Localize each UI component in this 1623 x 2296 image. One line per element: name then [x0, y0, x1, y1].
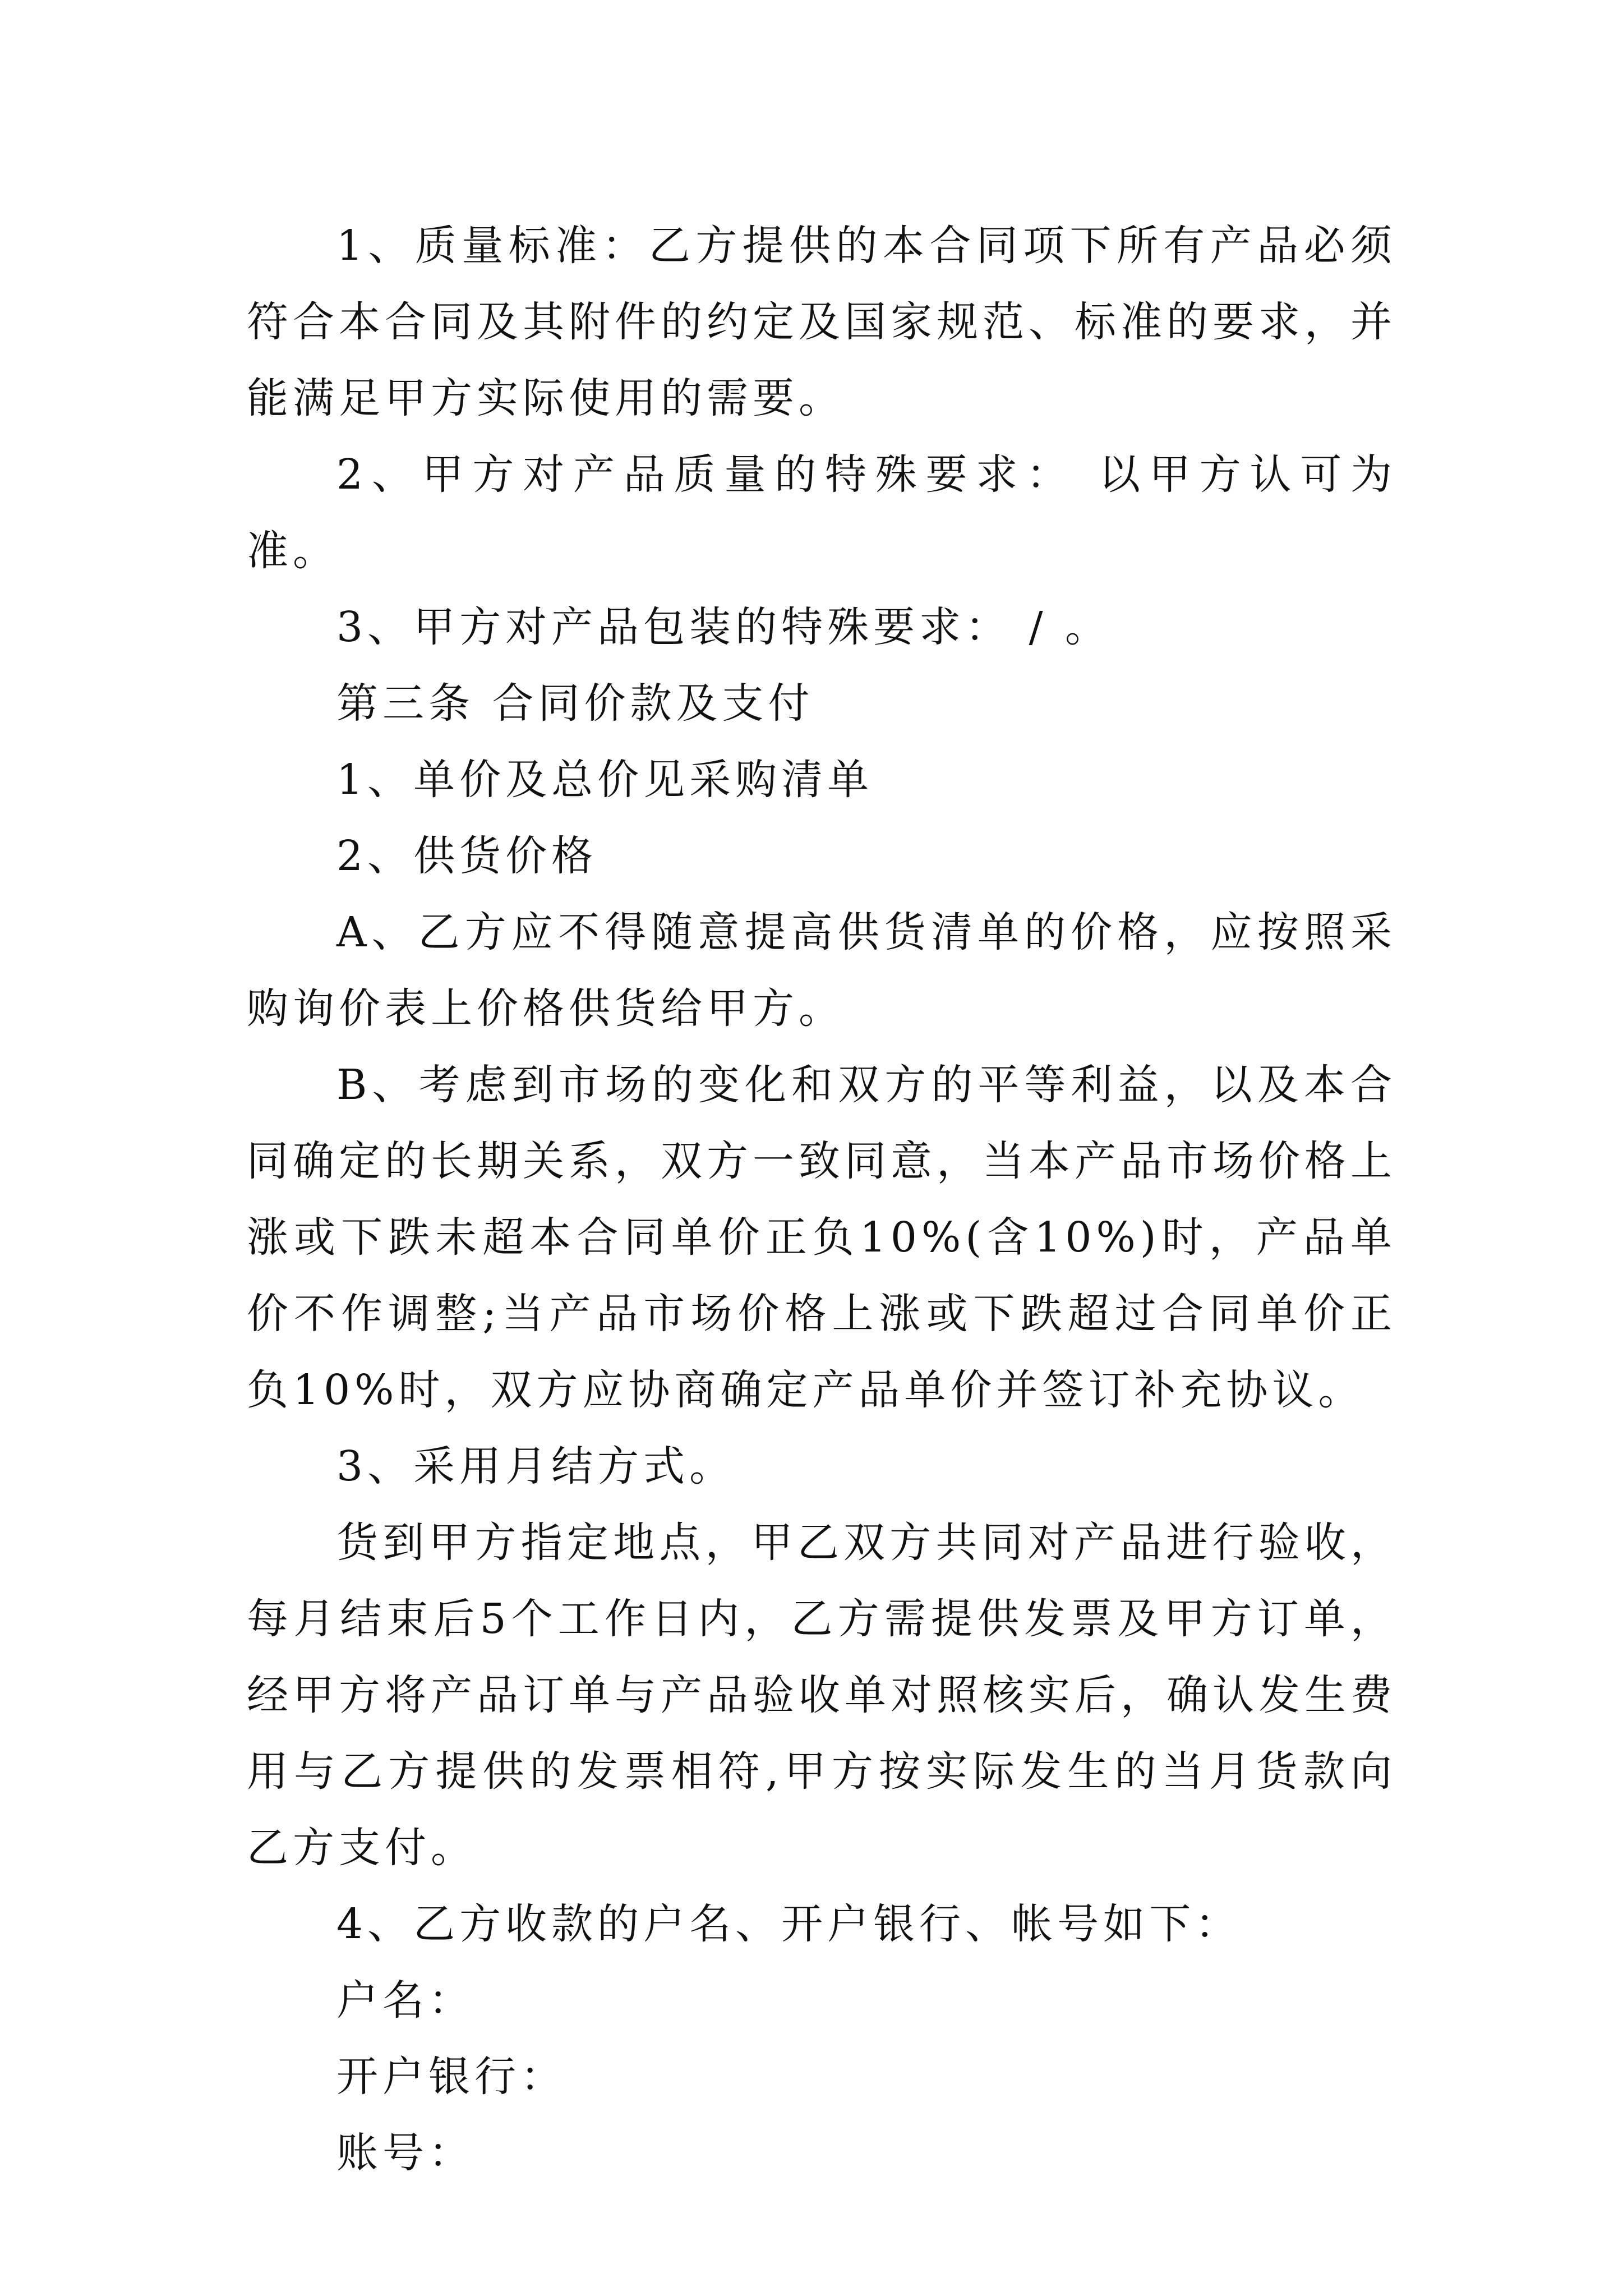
- paragraph-bank-info-heading: 4、乙方收款的户名、开户银行、帐号如下：: [336, 1900, 1242, 1948]
- paragraph-supply-price: 2、供货价格: [336, 832, 598, 880]
- paragraph-monthly-settlement: 3、采用月结方式。: [336, 1442, 736, 1490]
- paragraph-packaging-special-requirement: 3、甲方对产品包装的特殊要求： / 。: [336, 603, 1112, 651]
- field-bank-name: 开户银行：: [336, 2053, 566, 2101]
- paragraph-quality-special-requirement: 2、甲方对产品质量的特殊要求： 以甲方认可为准。: [247, 450, 1396, 575]
- paragraph-delivery-acceptance: 货到甲方指定地点，甲乙双方共同对产品进行验收，每月结束后5个工作日内，乙方需提供发票及甲方订单，经甲方将产品订单与产品验收单对照核实后，确认发生费用与乙方提供的发票相符,甲方按实际发生的当月货款向乙方支付。: [247, 1519, 1396, 1872]
- document-body: [247, 208, 1396, 2191]
- paragraph-unit-price: 1、单价及总价见采购清单: [336, 756, 874, 804]
- section-heading-article-three: 第三条 合同价款及支付: [336, 679, 814, 728]
- field-account-name: 户名：: [336, 1976, 474, 2024]
- paragraph-clause-a: A、乙方应不得随意提高供货清单的价格，应按照采购询价表上价格供货给甲方。: [247, 908, 1396, 1033]
- field-account-number: 账号：: [336, 2129, 474, 2177]
- paragraph-quality-standard: 1、质量标准：乙方提供的本合同项下所有产品必须符合本合同及其附件的约定及国家规范、标准的要求，并能满足甲方实际使用的需要。: [247, 222, 1396, 422]
- paragraph-clause-b: B、考虑到市场的变化和双方的平等利益，以及本合同确定的长期关系，双方一致同意，当本产品市场价格上涨或下跌未超本合同单价正负10%(含10%)时，产品单价不作调整;当产品市场价格上涨或下跌超过合同单价正负10%时，双方应协商确定产品单价并签订补充协议。: [247, 1061, 1396, 1414]
